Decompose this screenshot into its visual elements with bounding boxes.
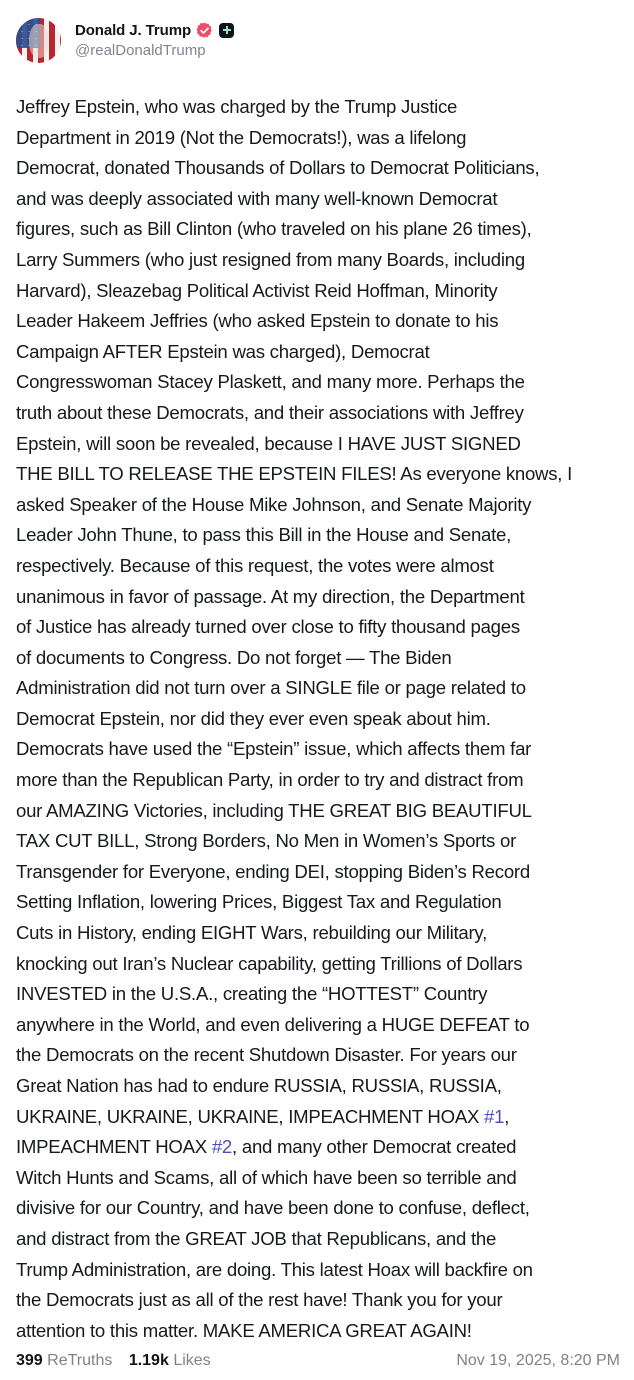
post-line bbox=[16, 1102, 621, 1133]
post-line: THE BILL TO RELEASE THE EPSTEIN FILES! As everyone knows, I bbox=[16, 463, 573, 485]
post-header bbox=[16, 16, 234, 64]
post-line: of documents to Congress. Do not forget — The Biden bbox=[16, 646, 452, 668]
post-line: attention to this matter. MAKE AMERICA GREAT AGAIN! bbox=[16, 1319, 472, 1341]
line-text: UKRAINE, UKRAINE, UKRAINE, IMPEACHMENT HOAX bbox=[16, 1105, 485, 1127]
post-line: INVESTED in the U.S.A., creating the “HOTTEST” Country bbox=[16, 983, 488, 1005]
post-line: Epstein, will soon be revealed, because I HAVE JUST SIGNED bbox=[16, 432, 521, 454]
post-line: and was deeply associated with many well-known Democrat bbox=[16, 187, 498, 209]
post-line: Witch Hunts and Scams, all of which have been so terrible and bbox=[16, 1166, 517, 1188]
handle[interactable]: @realDonaldTrump bbox=[75, 41, 206, 59]
post-line: Democrats have used the “Epstein” issue, which affects them far bbox=[16, 738, 532, 760]
post-line: Administration did not turn over a SINGLE file or page related to bbox=[16, 677, 526, 699]
post-line bbox=[16, 1132, 621, 1163]
post-line: Congresswoman Stacey Plaskett, and many more. Perhaps the bbox=[16, 371, 525, 393]
likes-count: 1.19k bbox=[128, 1352, 169, 1369]
post-line: Setting Inflation, lowering Prices, Biggest Tax and Regulation bbox=[16, 891, 502, 913]
truth-plus-badge-icon bbox=[219, 23, 234, 38]
post-line: Great Nation has had to endure RUSSIA, RUSSIA, RUSSIA, bbox=[16, 1075, 502, 1096]
line-text: , and many other Democrat created bbox=[232, 1136, 517, 1158]
post-line: more than the Republican Party, in order to try and distract from bbox=[16, 769, 524, 791]
post-line: Cuts in History, ending EIGHT Wars, rebuilding our Military, bbox=[16, 922, 488, 944]
post-line: Democrat Epstein, nor did they ever even speak about him. bbox=[16, 707, 491, 729]
post-line: Leader John Thune, to pass this Bill in the House and Senate, bbox=[16, 524, 512, 546]
avatar[interactable] bbox=[16, 18, 61, 63]
post-line: and distract from the GREAT JOB that Republicans, and the bbox=[16, 1227, 497, 1249]
post-line: divisive for our Country, and have been done to confuse, deflect, bbox=[16, 1197, 530, 1219]
post-line: the Democrats on the recent Shutdown Disaster. For years our bbox=[16, 1044, 517, 1066]
post-line: Leader Hakeem Jeffries (who asked Epstein to donate to his bbox=[16, 310, 499, 332]
post-line: the Democrats just as all of the rest have! Thank you for your bbox=[16, 1289, 503, 1311]
post-line: truth about these Democrats, and their associations with Jeffrey bbox=[16, 401, 524, 423]
post-line: Democrat, donated Thousands of Dollars to Democrat Politicians, bbox=[16, 157, 540, 179]
post-line: Transgender for Everyone, ending DEI, stopping Biden’s Record bbox=[16, 860, 530, 882]
retruths-count: 399 bbox=[16, 1352, 43, 1369]
name-row bbox=[75, 22, 234, 39]
post-line: anywhere in the World, and even delivering a HUGE DEFEAT to bbox=[16, 1013, 530, 1035]
post-footer bbox=[16, 1352, 620, 1370]
post-line: of Justice has already turned over close to fifty thousand pages bbox=[16, 616, 520, 638]
hashtag-link[interactable]: #1 bbox=[484, 1105, 505, 1127]
hashtag-link[interactable]: #2 bbox=[211, 1136, 233, 1158]
post-line: Larry Summers (who just resigned from many Boards, including bbox=[16, 248, 525, 270]
post-stats bbox=[16, 1352, 223, 1370]
retruths-label: ReTruths bbox=[47, 1352, 113, 1369]
post-line: Department in 2019 (Not the Democrats!), was a lifelong bbox=[16, 126, 467, 148]
post-line: Campaign AFTER Epstein was charged), Democrat bbox=[16, 340, 430, 362]
post-line: Harvard), Sleazebag Political Activist Reid Hoffman, Minority bbox=[16, 279, 498, 301]
author-info bbox=[75, 22, 234, 59]
verified-badge-icon bbox=[196, 22, 213, 39]
post-line: knocking out Iran’s Nuclear capability, getting Trillions of Dollars bbox=[16, 952, 523, 974]
post-line: unanimous in favor of passage. At my direction, the Department bbox=[16, 585, 525, 607]
post-line: TAX CUT BILL, Strong Borders, No Men in Women’s Sports or bbox=[16, 830, 517, 852]
post-line: respectively. Because of this request, the votes were almost bbox=[16, 554, 494, 576]
post-line: Trump Administration, are doing. This latest Hoax will backfire on bbox=[16, 1258, 533, 1280]
post-timestamp[interactable]: Nov 19, 2025, 8:20 PM bbox=[456, 1352, 620, 1369]
post-line: figures, such as Bill Clinton (who traveled on his plane 26 times), bbox=[16, 218, 532, 240]
retruths-stat[interactable] bbox=[16, 1352, 112, 1369]
likes-label: Likes bbox=[173, 1352, 211, 1369]
display-name[interactable]: Donald J. Trump bbox=[75, 21, 192, 39]
line-text: , bbox=[504, 1105, 510, 1127]
post-line: our AMAZING Victories, including THE GREAT BIG BEAUTIFUL bbox=[16, 799, 532, 821]
post-line: asked Speaker of the House Mike Johnson, and Senate Majority bbox=[16, 493, 532, 515]
likes-stat[interactable] bbox=[129, 1352, 211, 1369]
post-body bbox=[16, 92, 621, 1346]
post-line: Jeffrey Epstein, who was charged by the Trump Justice bbox=[16, 96, 458, 117]
line-text: IMPEACHMENT HOAX bbox=[16, 1136, 212, 1158]
